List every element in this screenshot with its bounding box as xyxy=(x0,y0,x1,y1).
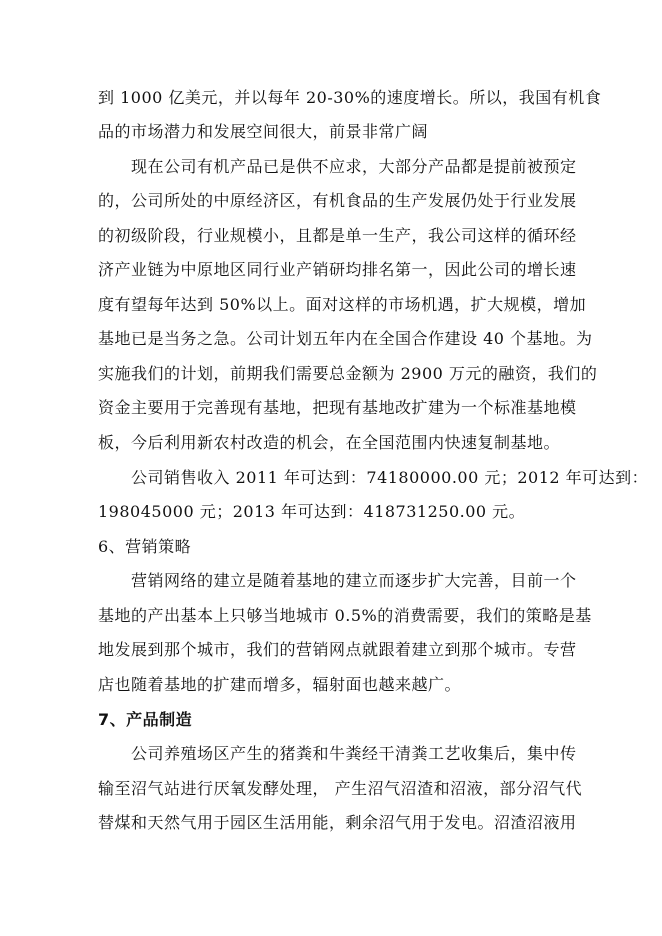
text-line: 的，公司所处的中原经济区，有机食品的生产发展仍处于行业发展 xyxy=(98,191,577,210)
text-line: 资金主要用于完善现有基地，把现有基地改扩建为一个标准基地模 xyxy=(98,398,577,417)
text-line: 板，今后利用新农村改造的机会，在全国范围内快速复制基地。 xyxy=(98,433,561,452)
text-line: 公司销售收入 2011 年可达到：74180000.00 元；2012 年可达到： xyxy=(131,468,649,487)
text-line: 实施我们的计划，前期我们需要总金额为 2900 万元的融资，我们的 xyxy=(98,364,598,383)
text-line: 营销网络的建立是随着基地的建立而逐步扩大完善，目前一个 xyxy=(131,571,577,590)
text-line: 输至沼气站进行厌氧发酵处理， 产生沼气沼渣和沼液，部分沼气代 xyxy=(98,779,583,798)
text-line: 品的市场潜力和发展空间很大，前景非常广阔 xyxy=(98,122,429,141)
text-line: 济产业链为中原地区同行业产销研均排名第一，因此公司的增长速 xyxy=(98,260,577,279)
section-heading-7: 7、产品制造 xyxy=(98,710,193,729)
text-line: 地发展到那个城市，我们的营销网点就跟着建立到那个城市。专营 xyxy=(98,640,577,659)
text-line: 基地已是当务之急。公司计划五年内在全国合作建设 40 个基地。为 xyxy=(98,329,593,348)
text-line: 替煤和天然气用于园区生活用能，剩余沼气用于发电。沼渣沼液用 xyxy=(98,813,577,832)
text-line: 到 1000 亿美元，并以每年 20-30%的速度增长。所以，我国有机食 xyxy=(98,88,602,107)
text-line: 公司养殖场区产生的猪粪和牛粪经干清粪工艺收集后，集中传 xyxy=(131,744,577,763)
text-line: 度有望每年达到 50%以上。面对这样的市场机遇，扩大规模，增加 xyxy=(98,295,587,314)
text-line: 现在公司有机产品已是供不应求，大部分产品都是提前被预定 xyxy=(131,157,577,176)
text-line: 198045000 元；2013 年可达到：418731250.00 元。 xyxy=(98,502,526,521)
text-line: 的初级阶段，行业规模小，且都是单一生产，我公司这样的循环经 xyxy=(98,226,577,245)
text-line: 基地的产出基本上只够当地城市 0.5%的消费需要，我们的策略是基 xyxy=(98,606,592,625)
text-line: 店也随着基地的扩建而增多，辐射面也越来越广。 xyxy=(98,675,462,694)
section-heading-6: 6、营销策略 xyxy=(98,537,192,556)
